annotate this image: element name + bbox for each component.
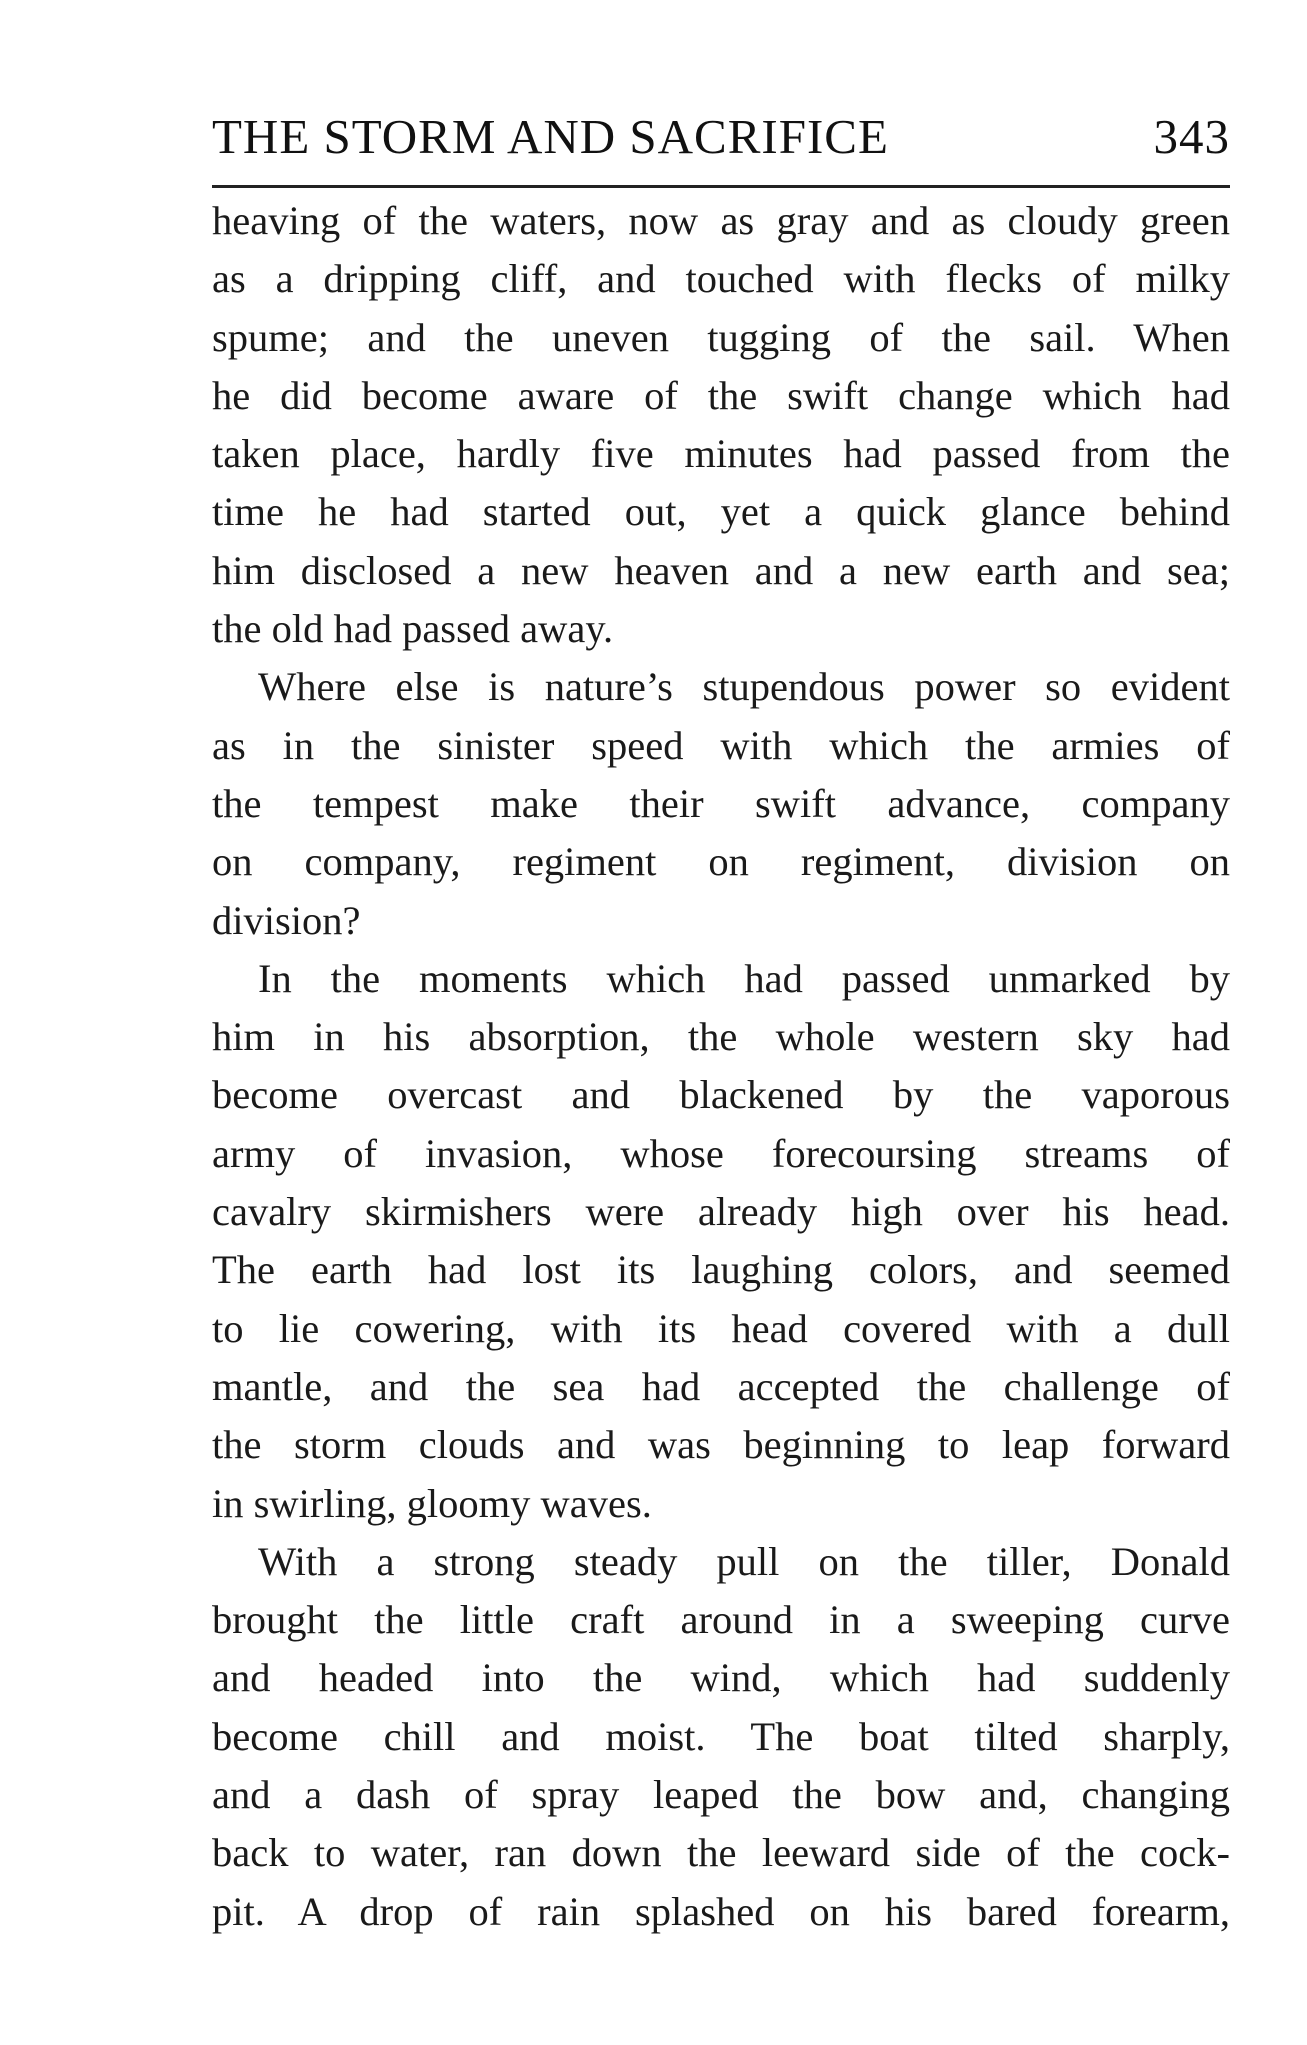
- text-line: In the moments which had passed unmarked by: [258, 955, 1230, 1001]
- header-rule: [212, 185, 1230, 188]
- text-line: pit. A drop of rain splashed on his bared forearm,: [212, 1888, 1230, 1934]
- text-line: him disclosed a new heaven and a new earth and sea;: [212, 547, 1230, 593]
- text-line: as in the sinister speed with which the armies of: [212, 722, 1230, 768]
- text-line: on company, regiment on regiment, division on: [212, 839, 1230, 885]
- text-line: and a dash of spray leaped the bow and, changing: [212, 1772, 1230, 1818]
- paragraph-4: [212, 1533, 1230, 1941]
- running-head: [212, 108, 1230, 172]
- text-line: The earth had lost its laughing colors, and seemed: [212, 1247, 1230, 1293]
- text-line: back to water, ran down the leeward side of the cock-: [212, 1830, 1230, 1876]
- text-line: heaving of the waters, now as gray and as cloudy green: [212, 198, 1230, 243]
- text-line: Where else is nature’s stupendous power so evident: [258, 664, 1230, 710]
- text-line: in swirling, gloomy waves.: [212, 1480, 652, 1526]
- paragraph-1: [212, 192, 1230, 658]
- text-line: to lie cowering, with its head covered with a dull: [212, 1305, 1230, 1351]
- text-line: the tempest make their swift advance, company: [212, 780, 1230, 826]
- paragraph-2: [212, 658, 1230, 949]
- text-line: army of invasion, whose forecoursing streams of: [212, 1130, 1230, 1176]
- paragraph-3: [212, 950, 1230, 1533]
- text-line: cavalry skirmishers were already high over his head.: [212, 1189, 1230, 1235]
- chapter-title: THE STORM AND SACRIFICE: [212, 109, 889, 164]
- text-line: the old had passed away.: [212, 606, 614, 652]
- text-line: spume; and the uneven tugging of the sail. When: [212, 314, 1230, 360]
- text-line: mantle, and the sea had accepted the challenge of: [212, 1363, 1230, 1409]
- text-line: taken place, hardly five minutes had passed from the: [212, 431, 1230, 477]
- text-line: as a dripping cliff, and touched with flecks of milky: [212, 256, 1230, 302]
- text-line: him in his absorption, the whole western sky had: [212, 1014, 1230, 1060]
- page-number: 343: [1153, 109, 1230, 164]
- text-line: he did become aware of the swift change which had: [212, 372, 1230, 418]
- text-line: and headed into the wind, which had suddenly: [212, 1655, 1230, 1701]
- text-line: division?: [212, 897, 361, 943]
- text-line: become chill and moist. The boat tilted sharply,: [212, 1713, 1230, 1759]
- text-line: With a strong steady pull on the tiller, Donald: [258, 1538, 1230, 1584]
- text-line: the storm clouds and was beginning to leap forward: [212, 1422, 1230, 1468]
- text-line: brought the little craft around in a sweeping curve: [212, 1597, 1230, 1643]
- text-line: become overcast and blackened by the vaporous: [212, 1072, 1230, 1118]
- text-line: time he had started out, yet a quick glance behind: [212, 489, 1230, 535]
- body-text: [212, 192, 1230, 1941]
